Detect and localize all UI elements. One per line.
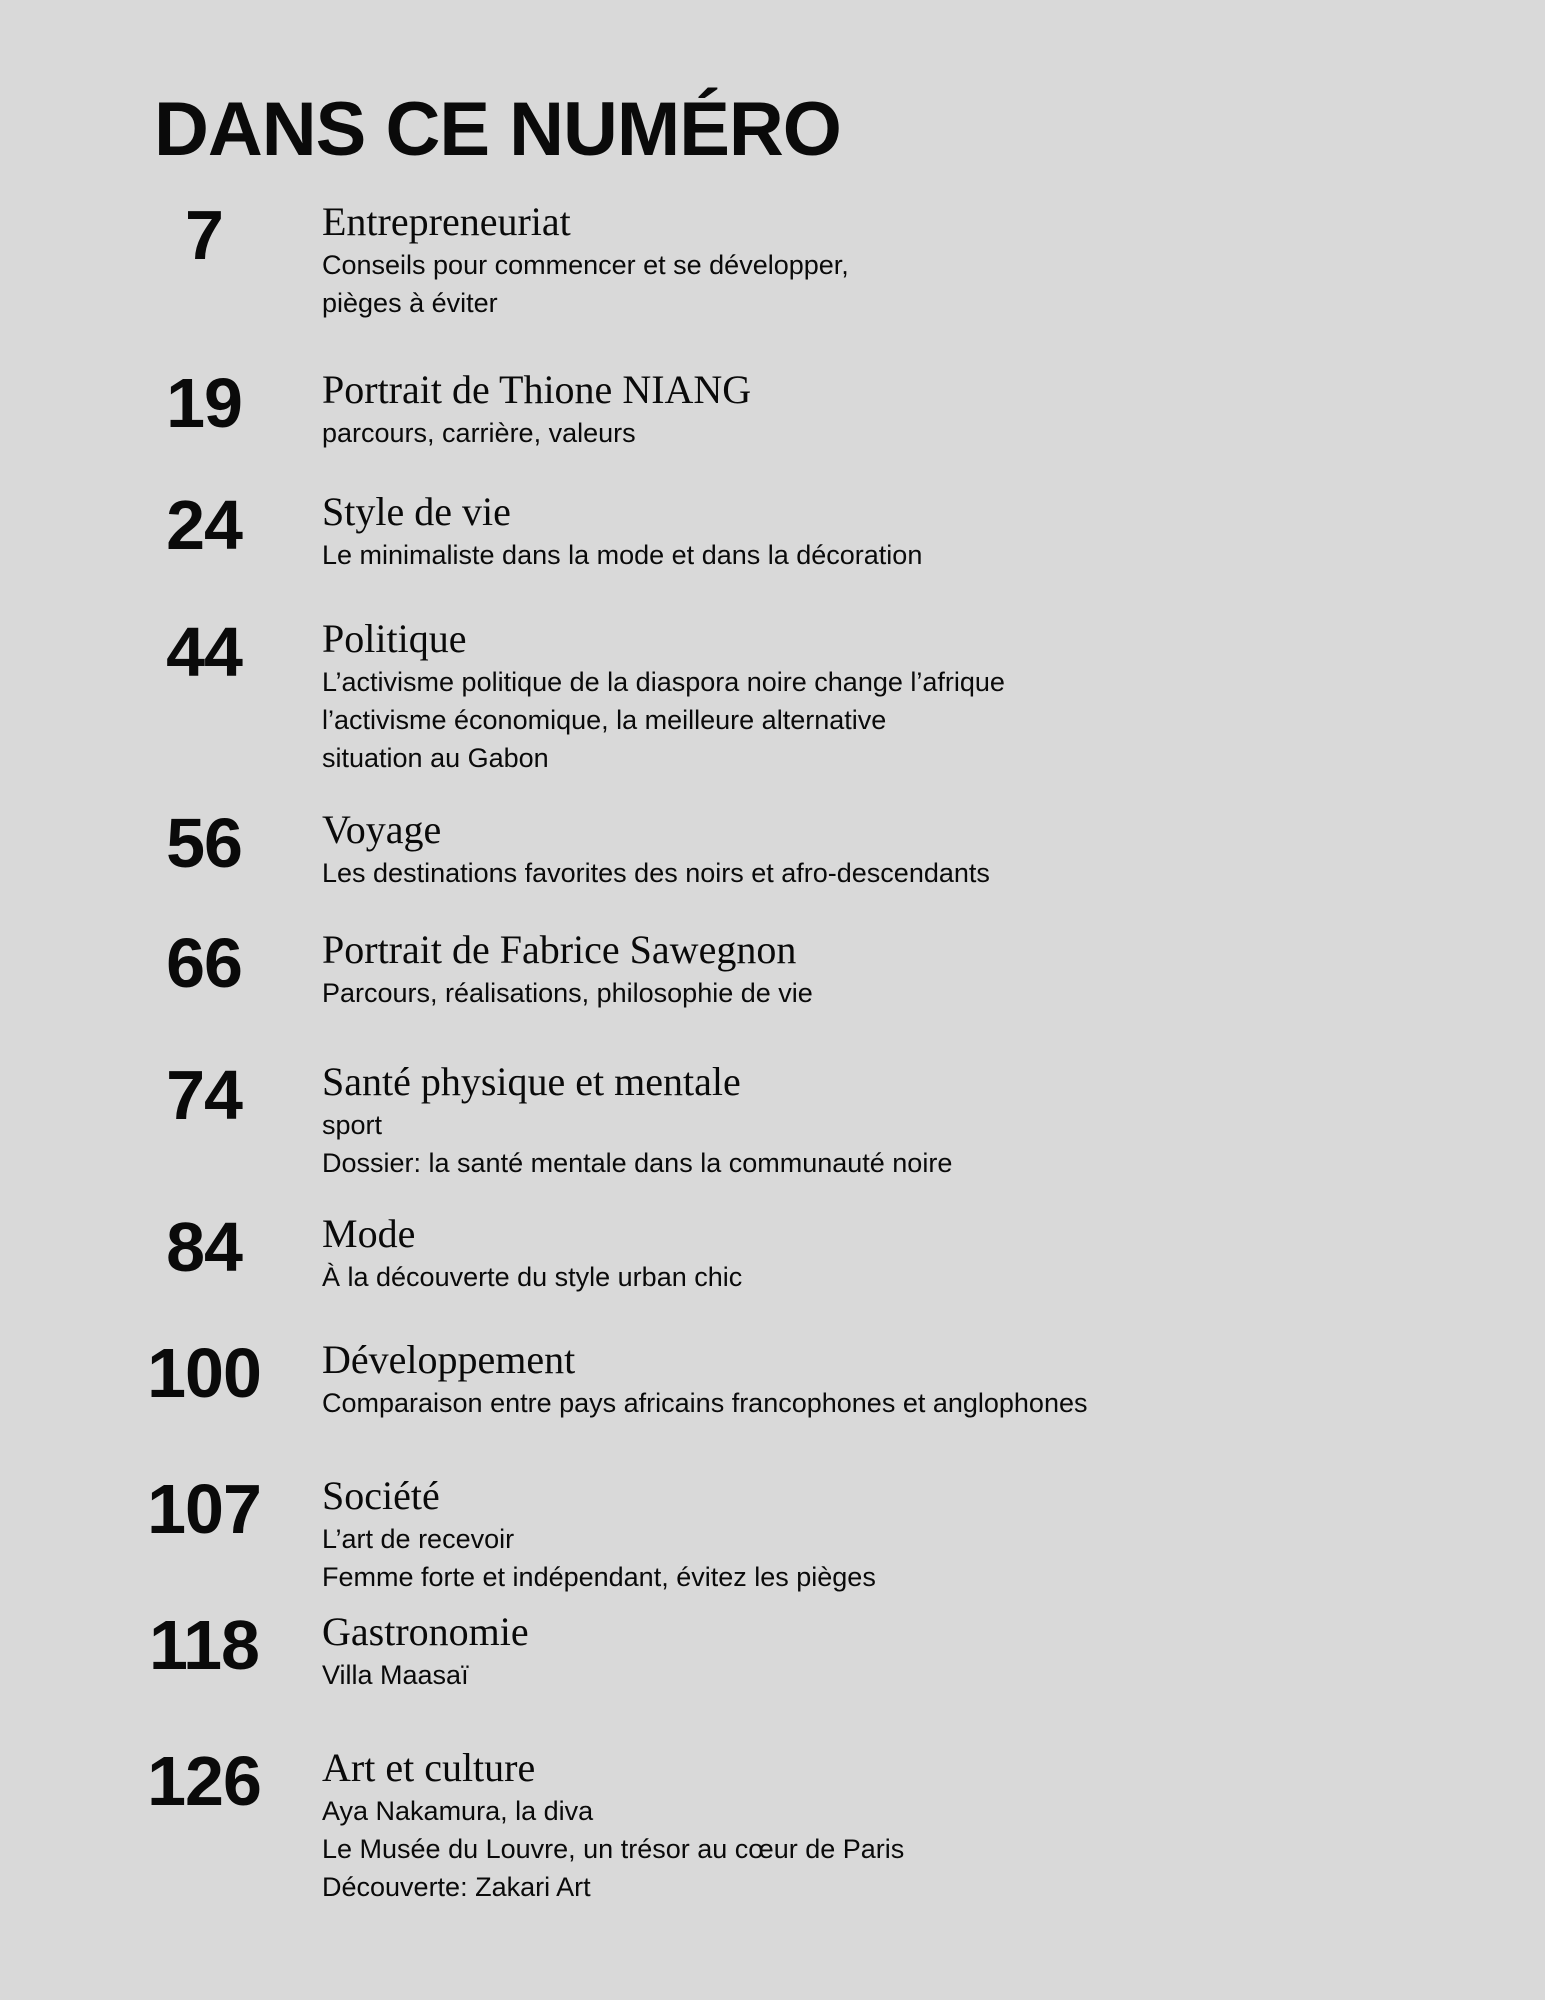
section-description-line: Aya Nakamura, la diva (322, 1796, 594, 1826)
entry-text (322, 1212, 1472, 1296)
entry-text (322, 808, 1472, 892)
page-number: 56 (166, 804, 242, 882)
entry-text (322, 928, 1472, 1012)
section-description (322, 1106, 1472, 1182)
page-number: 74 (166, 1056, 242, 1134)
section-title: Développement (322, 1337, 576, 1382)
section-description (322, 414, 1472, 452)
section-description (322, 1520, 1472, 1596)
section-description-line: Parcours, réalisations, philosophie de vie (322, 978, 813, 1008)
section-description-line: situation au Gabon (322, 743, 549, 773)
section-description-line: l’activisme économique, la meilleure alternative (322, 705, 887, 735)
section-description (322, 246, 1472, 322)
section-description (322, 536, 1472, 574)
section-title: Art et culture (322, 1745, 536, 1790)
section-title: Voyage (322, 807, 442, 852)
section-description-line: Femme forte et indépendant, évitez les pièges (322, 1562, 876, 1592)
section-description (322, 1384, 1472, 1422)
page-number: 66 (166, 924, 242, 1002)
entry-text (322, 1610, 1472, 1694)
section-title: Gastronomie (322, 1609, 529, 1654)
entry-text (322, 490, 1472, 574)
section-title: Société (322, 1473, 440, 1518)
page-title: DANS CE NUMÉRO (154, 87, 841, 172)
entry-text (322, 200, 1472, 322)
page-number: 118 (149, 1606, 259, 1684)
section-description-line: Dossier: la santé mentale dans la communauté noire (322, 1148, 953, 1178)
section-title: Santé physique et mentale (322, 1059, 741, 1104)
section-description (322, 663, 1472, 777)
section-title: Portrait de Thione NIANG (322, 367, 752, 412)
section-title: Portrait de Fabrice Sawegnon (322, 927, 797, 972)
page-number: 19 (166, 364, 242, 442)
entry-text (322, 1474, 1472, 1596)
section-description-line: pièges à éviter (322, 288, 498, 318)
page-number: 84 (166, 1208, 242, 1286)
page-number: 100 (147, 1334, 261, 1412)
section-description (322, 854, 1472, 892)
section-description (322, 1792, 1472, 1906)
section-description-line: Villa Maasaï (322, 1660, 469, 1690)
section-title: Politique (322, 616, 467, 661)
section-description-line: Les destinations favorites des noirs et afro-descendants (322, 858, 990, 888)
section-description-line: À la découverte du style urban chic (322, 1262, 743, 1292)
entry-text (322, 368, 1472, 452)
page-number: 7 (185, 196, 223, 274)
section-description-line: Le Musée du Louvre, un trésor au cœur de Paris (322, 1834, 905, 1864)
section-title: Mode (322, 1211, 416, 1256)
section-title: Style de vie (322, 489, 511, 534)
section-description-line: sport (322, 1110, 383, 1140)
entry-text (322, 1338, 1472, 1422)
page-number: 44 (166, 613, 242, 691)
section-description-line: Conseils pour commencer et se développer, (322, 250, 849, 280)
page-number: 126 (147, 1742, 261, 1820)
section-description-line: L’art de recevoir (322, 1524, 515, 1554)
entry-text (322, 1060, 1472, 1182)
section-description-line: parcours, carrière, valeurs (322, 418, 636, 448)
section-description-line: Le minimaliste dans la mode et dans la décoration (322, 540, 923, 570)
section-description-line: Découverte: Zakari Art (322, 1872, 591, 1902)
entry-text (322, 1746, 1472, 1906)
section-description (322, 974, 1472, 1012)
page-number: 107 (147, 1470, 261, 1548)
section-description (322, 1258, 1472, 1296)
entry-text (322, 617, 1472, 777)
section-description-line: L’activisme politique de la diaspora noire change l’afrique (322, 667, 1005, 697)
page-number: 24 (166, 486, 242, 564)
section-title: Entrepreneuriat (322, 199, 571, 244)
section-description (322, 1656, 1472, 1694)
section-description-line: Comparaison entre pays africains francophones et anglophones (322, 1388, 1088, 1418)
